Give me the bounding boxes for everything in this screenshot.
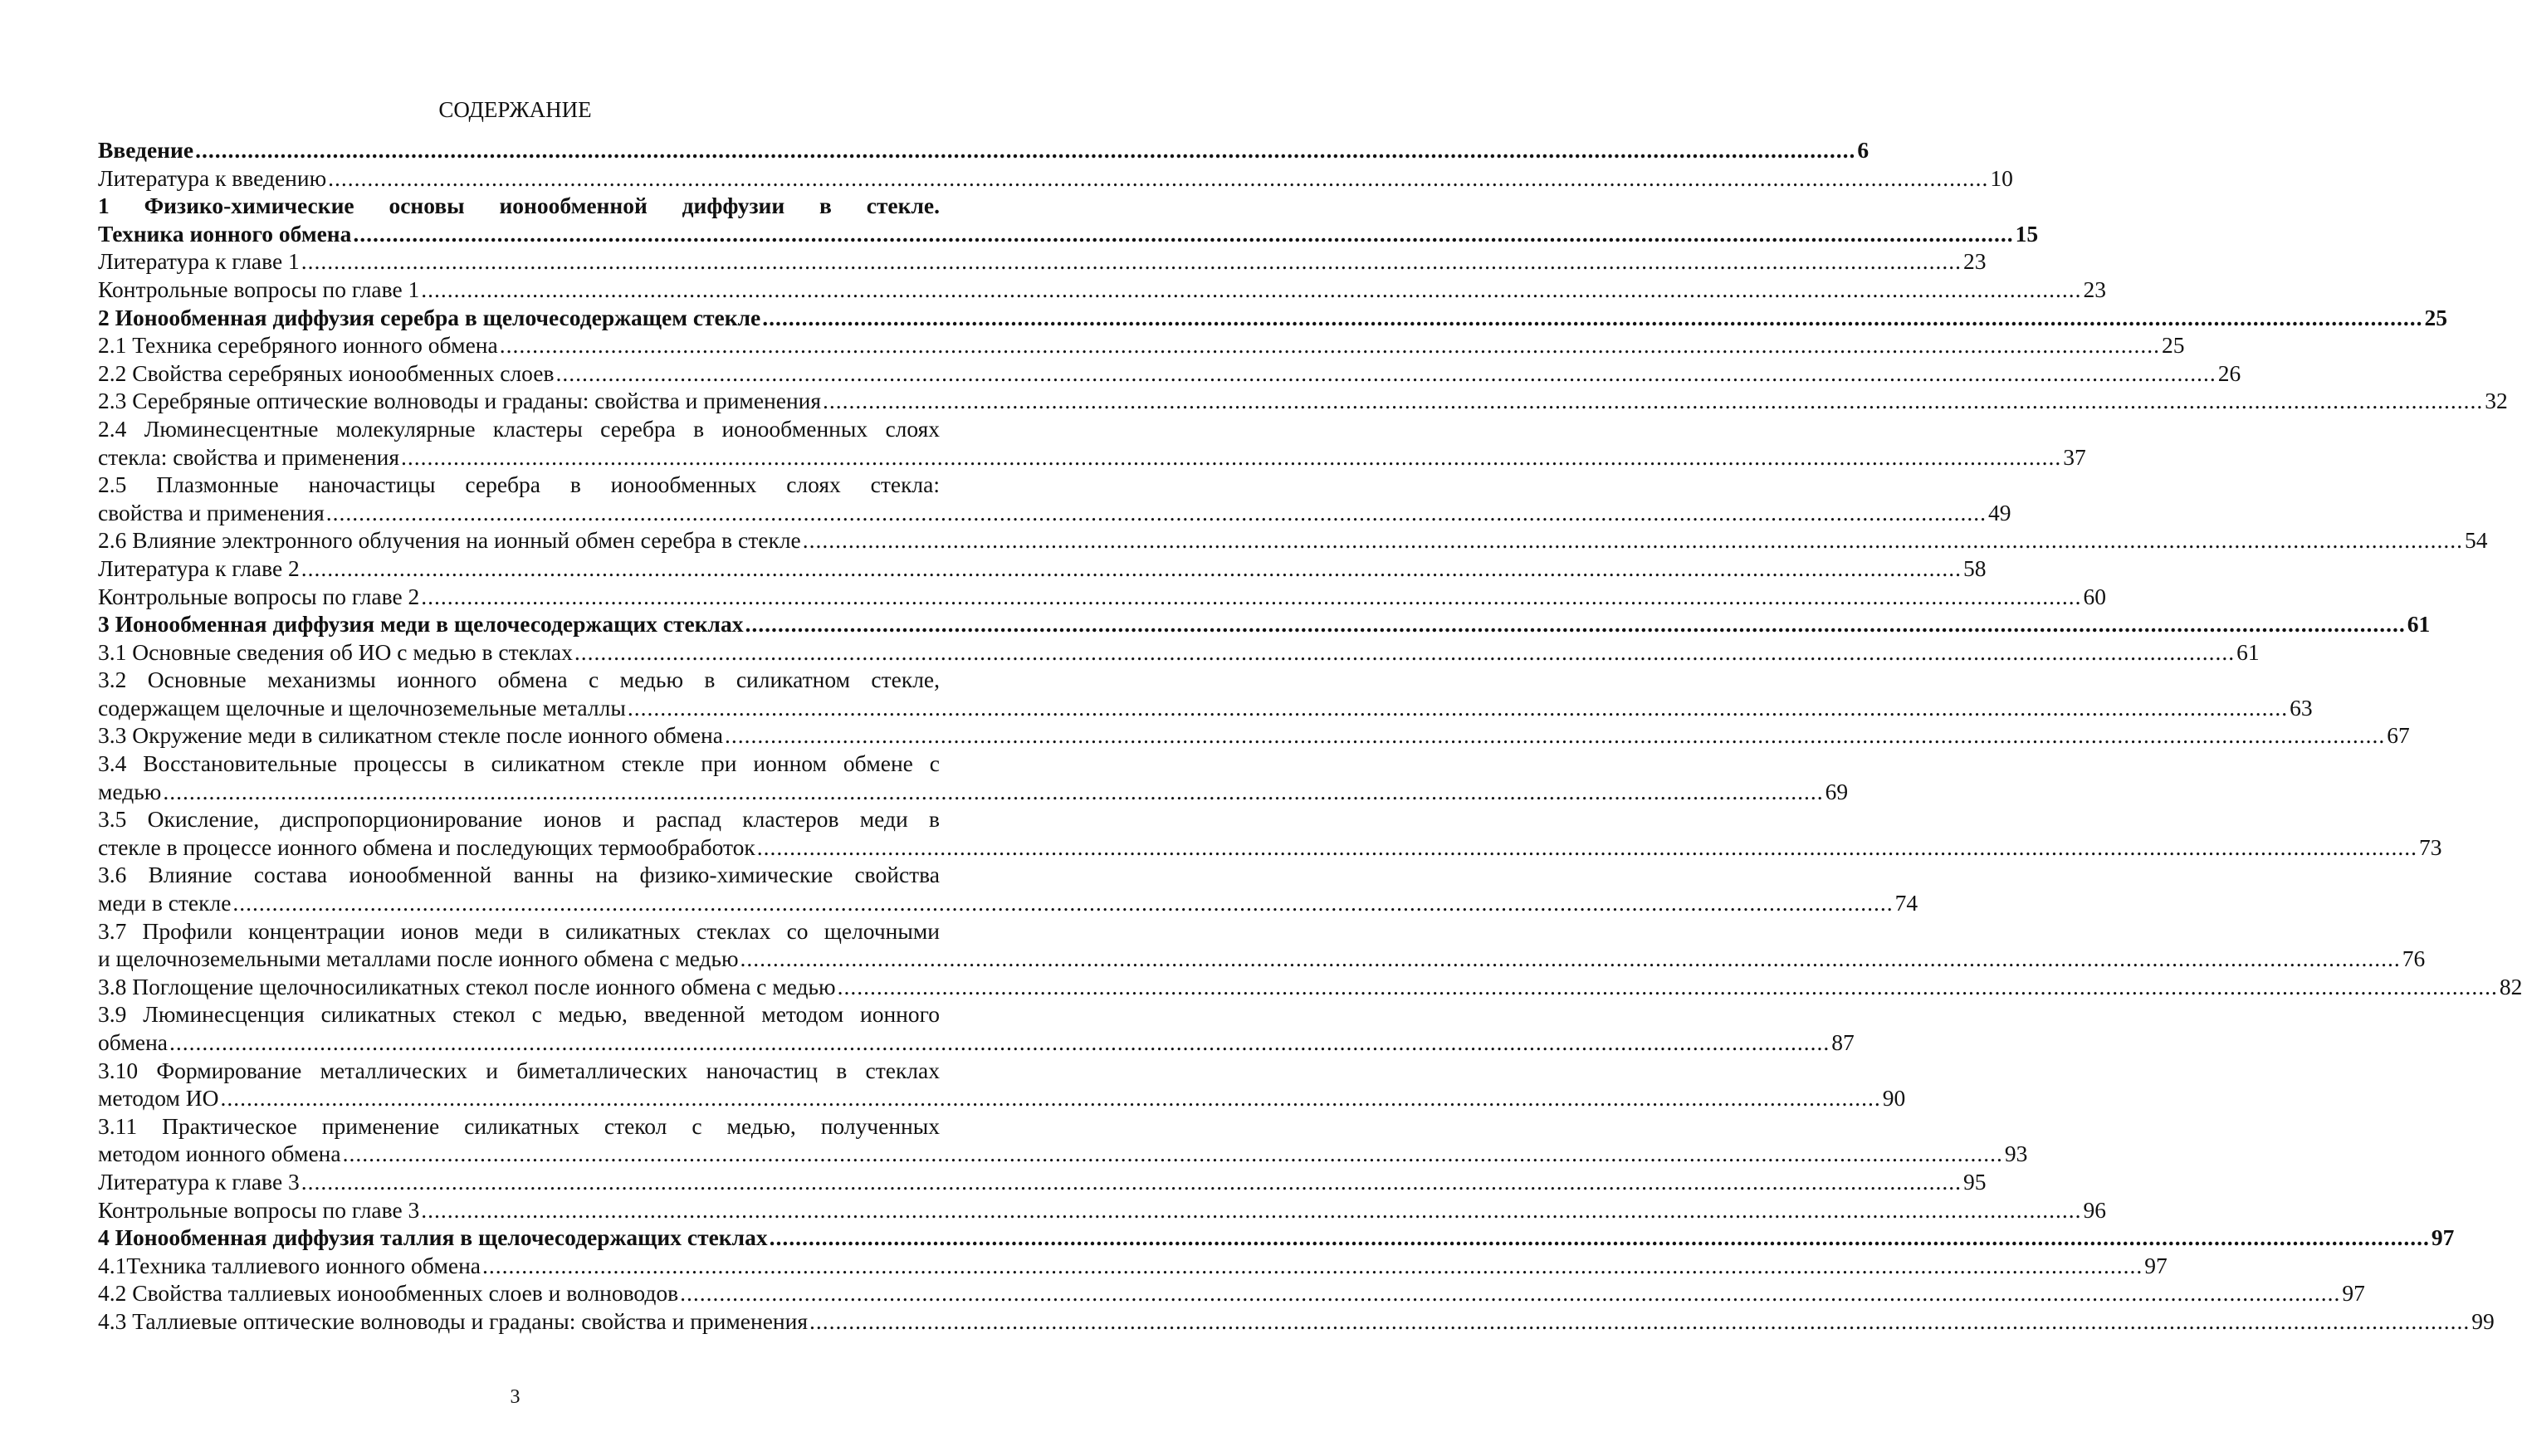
toc-entry-title: 4.2 Свойства таллиевых ионообменных слоев и волноводов [98,1280,679,1307]
toc-entry-line [98,247,1987,276]
toc-entry-page: 63 [2290,694,2313,721]
toc-entry-line [98,694,2313,722]
toc-entry-line [98,721,2410,750]
toc-entry-page: 82 [2499,973,2522,999]
toc-dot-leader [500,331,2160,359]
toc-entry [98,555,1987,583]
toc-dot-leader [163,778,1823,806]
toc-entry-title: 2.6 Влияние электронного облучения на ионный обмен серебра в стекле [98,527,801,554]
toc-entry-title: стекле в процессе ионного обмена и последующих термообработок [98,833,755,860]
toc-entry-line [98,499,2011,527]
toc-entry-title: стекла: свойства и применения [98,443,400,470]
toc-entry-line [98,1168,1987,1196]
toc-dot-leader [421,276,2081,304]
toc-entry-first-line: 3.9 Люминесценция силикатных стекол с медью, введенной методом ионного [98,1001,940,1028]
toc-dot-leader [169,1028,1830,1057]
toc-title: СОДЕРЖАНИЕ [438,97,592,122]
toc-entry [98,1224,2455,1252]
toc-dot-leader [803,526,2463,555]
toc-entry-title: 4.3 Таллиевые оптические волноводы и граданы: свойства и применения [98,1307,808,1334]
toc-entry-page: 23 [1963,248,1987,275]
toc-entry-page: 54 [2465,527,2488,554]
toc-entry-line [98,331,2185,359]
toc-entry-title: Контрольные вопросы по главе 1 [98,276,420,302]
toc-entry-title: Техника ионного обмена [98,220,352,247]
toc-entry [98,1252,2168,1280]
toc-dot-leader [762,304,2422,332]
toc-entry-page: 96 [2083,1196,2107,1223]
toc-entry [98,750,1849,805]
toc-entry-first-line: 3.10 Формирование металлических и биметаллических наночастиц в стеклах [98,1057,940,1083]
toc-entry-line [98,833,2442,862]
toc-entry-page: 61 [2236,638,2260,665]
toc-entry-page: 76 [2402,945,2426,972]
toc-dot-leader [740,945,2401,973]
page-number: 3 [510,1386,521,1408]
toc-entry [98,247,1987,276]
toc-entry-line [98,555,1987,583]
toc-dot-leader [421,1196,2081,1224]
toc-entry-page: 67 [2387,722,2410,749]
toc-dot-leader [680,1279,2340,1307]
toc-entry-title: и щелочноземельными металлами после ионного обмена с медью [98,945,739,972]
toc-entry-title: меди в стекле [98,890,232,916]
toc-entry-title: Литература к главе 1 [98,248,300,275]
toc-entry-title: медью [98,778,162,804]
toc-dot-leader [195,136,1855,164]
toc-entry-first-line: 1 Физико-химические основы ионообменной диффузии в стекле. [98,193,940,219]
toc-entry-page: 97 [2431,1224,2455,1251]
toc-entry-line [98,973,2522,1001]
toc-entry-page: 15 [2015,220,2039,247]
toc-entry-line [98,1140,2028,1168]
toc-entry-page: 49 [1988,499,2011,525]
toc-entry [98,666,2313,721]
toc-entry-title: обмена [98,1029,169,1055]
toc-entry [98,805,2442,861]
toc-dot-leader [232,889,1893,917]
toc-entry-page: 99 [2471,1307,2495,1334]
toc-entry-line [98,1307,2495,1336]
toc-entry-line [98,136,1870,164]
toc-entry-line [98,638,2260,667]
toc-entry-first-line: 2.4 Люминесцентные молекулярные кластеры серебра в ионообменных слоях [98,415,940,442]
toc-dot-leader [353,220,2013,248]
toc-dot-leader [770,1224,2430,1252]
toc-entry-first-line: 3.11 Практическое применение силикатных стекол с медью, полученных [98,1112,940,1139]
toc-entry-title: 4.1Техника таллиевого ионного обмена [98,1252,481,1278]
toc-entry-page: 25 [2424,304,2447,330]
toc-entry-page: 25 [2161,332,2185,359]
toc-entry-page: 97 [2144,1252,2168,1278]
toc-entry-page: 32 [2485,388,2508,414]
toc-dot-leader [301,555,1962,583]
toc-entry [98,276,2107,304]
toc-entry-first-line: 3.7 Профили концентрации ионов меди в силикатных стеклах со щелочными [98,917,940,944]
toc-entry-line [98,387,2508,415]
toc-entry [98,304,2447,332]
toc-entry-page: 61 [2407,611,2431,638]
toc-entry-page: 97 [2342,1280,2365,1307]
toc-dot-leader [301,1168,1962,1196]
toc-entry-first-line: 3.2 Основные механизмы ионного обмена с медью в силикатном стекле, [98,667,940,693]
toc-entry-title: содержащем щелочные и щелочноземельные металлы [98,694,626,721]
toc-entry-first-line: 3.4 Восстановительные процессы в силикатном стекле при ионном обмене с [98,750,940,777]
toc-entry-title: Контрольные вопросы по главе 3 [98,1196,420,1223]
toc-entry [98,638,2260,667]
toc-entry [98,1196,2107,1224]
toc-dot-leader [482,1252,2143,1280]
toc-entry-page: 23 [2083,276,2107,302]
toc-dot-leader [421,583,2081,611]
toc-entry-title: 2.2 Свойства серебряных ионообменных слоев [98,359,555,386]
toc-entry-line [98,889,1918,917]
toc-entry-line [98,443,2086,471]
toc-entry [98,721,2410,750]
toc-dot-leader [745,610,2405,638]
toc-entry-line [98,526,2488,555]
toc-entry-first-line: 2.5 Плазмонные наночастицы серебра в ионообменных слоях стекла: [98,471,940,498]
toc-entry-title: 3.8 Поглощение щелочносиликатных стекол после ионного обмена с медью [98,973,836,999]
toc-entry-page: 10 [1990,164,2013,191]
toc-entry [98,471,2011,526]
toc-entry [98,359,2241,388]
toc-entry-line [98,276,2107,304]
toc-entry [98,526,2488,555]
toc-entry-line [98,1084,1906,1112]
toc-entry-title: Введение [98,137,194,163]
toc-entry-line [98,778,1849,806]
toc-entry-line [98,304,2447,332]
toc-entry-title: 2.1 Техника серебряного ионного обмена [98,332,498,359]
toc-entry [98,610,2431,638]
toc-dot-leader [326,499,1987,527]
toc-entry-first-line: 3.6 Влияние состава ионообменной ванны на физико-химические свойства [98,862,940,888]
toc-entry-page: 74 [1894,890,1918,916]
toc-dot-leader [628,694,2288,722]
toc-entry [98,136,1870,164]
toc-entry-line [98,1028,1855,1057]
toc-entry-line [98,583,2107,611]
toc-entry [98,861,1918,916]
toc-entry-title: Контрольные вопросы по главе 2 [98,583,420,609]
toc-entry-title: методом ионного обмена [98,1141,341,1167]
toc-entry-page: 6 [1857,137,1870,163]
toc-entry-title: Литература к введению [98,164,327,191]
toc-dot-leader [343,1140,2003,1168]
toc-entry [98,917,2426,973]
toc-entry [98,1307,2495,1336]
toc-entry-line [98,1196,2107,1224]
toc-entry [98,164,2013,193]
toc-dot-leader [757,833,2417,862]
toc-entry-title: 3.1 Основные сведения об ИО с медью в стеклах [98,638,573,665]
toc-entry [98,583,2107,611]
toc-entry [98,1168,1987,1196]
toc-dot-leader [555,359,2216,388]
toc-entry-line [98,1252,2168,1280]
toc-dot-leader [574,638,2235,667]
toc-entry-title: 2.3 Серебряные оптические волноводы и граданы: свойства и применения [98,388,822,414]
toc-entry [98,973,2522,1001]
toc-entry [98,1112,2028,1168]
toc-entry [98,331,2185,359]
toc-entry-page: 37 [2063,443,2086,470]
toc-entry-page: 73 [2418,833,2442,860]
toc-entry-page: 60 [2083,583,2107,609]
toc-entry-line [98,610,2431,638]
toc-entry-title: 3 Ионообменная диффузия меди в щелочесодержащих стеклах [98,611,744,638]
toc-entry-title: 4 Ионообменная диффузия таллия в щелочесодержащих стеклах [98,1224,768,1251]
toc-dot-leader [823,387,2483,415]
toc-dot-leader [725,721,2385,750]
toc-entry-page: 93 [2004,1141,2028,1167]
toc-dot-leader [809,1307,2470,1336]
table-of-contents [98,136,2522,1336]
toc-entry-title: свойства и применения [98,499,325,525]
toc-entry-title: 2 Ионообменная диффузия серебра в щелочесодержащем стекле [98,304,761,330]
toc-entry-line [98,1224,2455,1252]
toc-entry-title: методом ИО [98,1085,219,1112]
toc-entry-title: 3.3 Окружение меди в силикатном стекле после ионного обмена [98,722,723,749]
toc-entry-line [98,220,2039,248]
toc-dot-leader [328,164,1988,193]
toc-dot-leader [401,443,2061,471]
toc-entry-title: Литература к главе 3 [98,1168,300,1195]
toc-entry [98,415,2086,471]
toc-entry-page: 69 [1825,778,1849,804]
toc-entry [98,192,2039,247]
toc-entry [98,1000,1855,1056]
toc-entry [98,387,2508,415]
toc-entry-page: 58 [1963,555,1987,581]
toc-dot-leader [220,1084,1880,1112]
toc-entry-page: 26 [2217,359,2241,386]
toc-entry-line [98,1279,2365,1307]
toc-entry-line [98,359,2241,388]
toc-entry-title: Литература к главе 2 [98,555,300,581]
toc-entry-line [98,164,2013,193]
toc-entry-first-line: 3.5 Окисление, диспропорционирование ионов и распад кластеров меди в [98,806,940,833]
toc-entry-page: 87 [1831,1029,1855,1055]
toc-entry-line [98,945,2426,973]
toc-dot-leader [301,247,1962,276]
toc-entry [98,1279,2365,1307]
toc-dot-leader [838,973,2498,1001]
toc-entry [98,1057,1906,1112]
toc-entry-page: 90 [1882,1085,1906,1112]
toc-entry-page: 95 [1963,1168,1987,1195]
